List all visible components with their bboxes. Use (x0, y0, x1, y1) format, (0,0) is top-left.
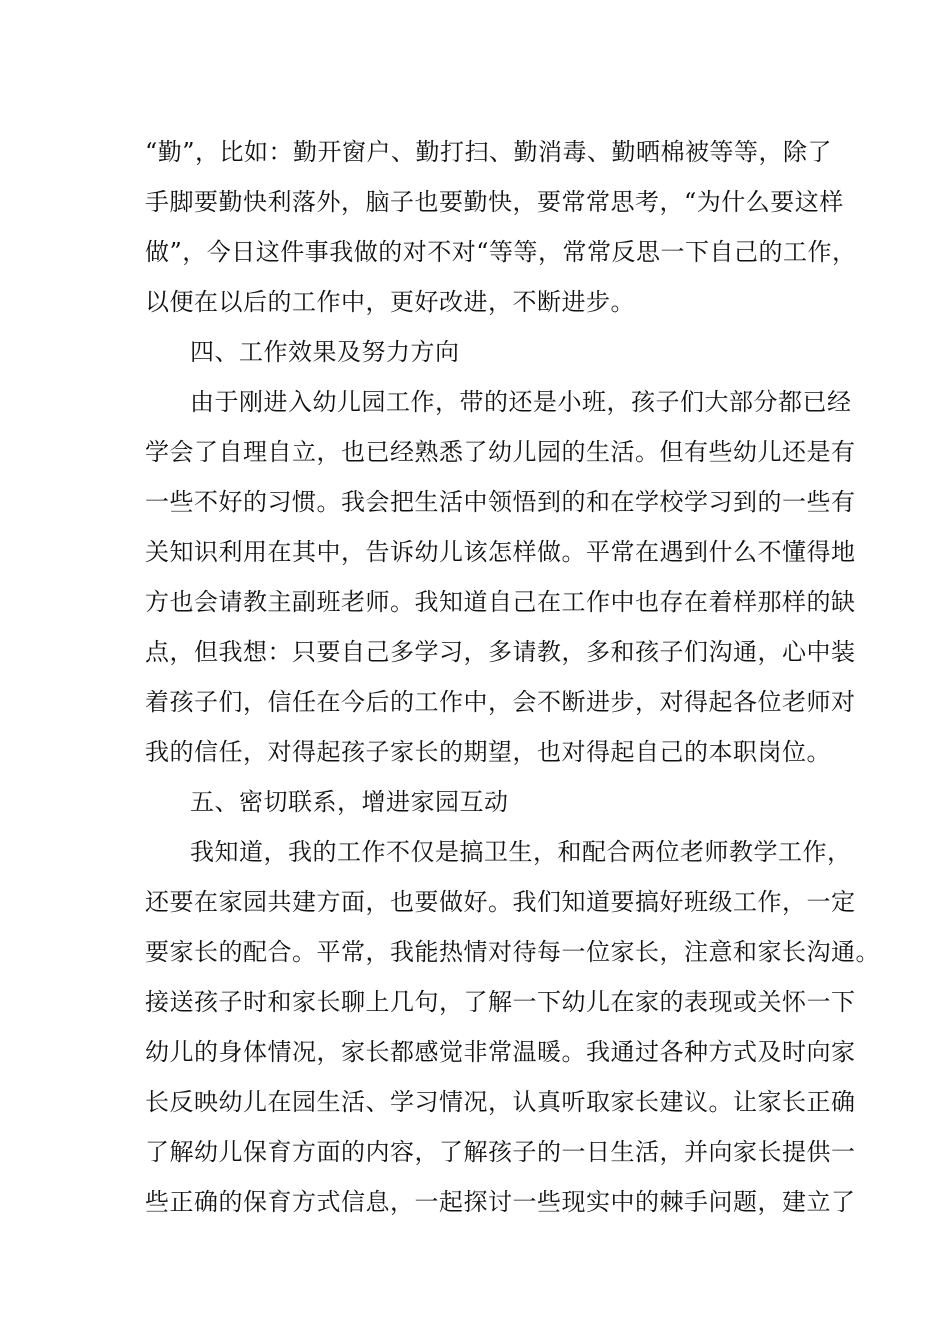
paragraph-line: 了解幼儿保育方面的内容，了解孩子的一日生活，并向家长提供一 (145, 1138, 856, 1166)
paragraph-line: 些正确的保育方式信息，一起探讨一些现实中的棘手问题，建立了 (145, 1188, 856, 1216)
paragraph-line: 做”，今日这件事我做的对不对“等等，常常反思一下自己的工作， (145, 238, 857, 266)
paragraph-line: 方也会请教主副班老师。我知道自己在工作中也存在着样那样的缺 (145, 588, 856, 616)
section-heading-5: 五、密切联系，增进家园互动 (190, 788, 509, 816)
paragraph-line: 手脚要勤快利落外，脑子也要勤快，要常常思考，“为什么要这样 (145, 188, 844, 216)
paragraph-line: 还要在家园共建方面，也要做好。我们知道要搞好班级工作，一定 (145, 888, 856, 916)
paragraph-line: 我的信任，对得起孩子家长的期望，也对得起自己的本职岗位。 (145, 738, 831, 766)
paragraph-line: 由于刚进入幼儿园工作，带的还是小班，孩子们大部分都已经 (190, 388, 852, 416)
paragraph-line: 长反映幼儿在园生活、学习情况，认真听取家长建议。让家长正确 (145, 1088, 856, 1116)
paragraph-line: 要家长的配合。平常，我能热情对待每一位家长，注意和家长沟通。 (145, 938, 880, 966)
section-heading-4: 四、工作效果及努力方向 (190, 338, 460, 366)
paragraph-line: 点，但我想：只要自己多学习，多请教，多和孩子们沟通，心中装 (145, 638, 856, 666)
paragraph-line: 着孩子们，信任在今后的工作中，会不断进步，对得起各位老师对 (145, 688, 856, 716)
paragraph-line: 接送孩子时和家长聊上几句，了解一下幼儿在家的表现或关怀一下 (145, 988, 856, 1016)
paragraph-line: 以便在以后的工作中，更好改进，不断进步。 (145, 288, 635, 316)
paragraph-line: 学会了自理自立，也已经熟悉了幼儿园的生活。但有些幼儿还是有 (145, 438, 856, 466)
paragraph-line: “勤”，比如：勤开窗户、勤打扫、勤消毒、勤晒棉被等等，除了 (145, 138, 833, 166)
paragraph-line: 幼儿的身体情况，家长都感觉非常温暖。我通过各种方式及时向家 (145, 1038, 856, 1066)
paragraph-line: 一些不好的习惯。我会把生活中领悟到的和在学校学习到的一些有 (145, 488, 856, 516)
paragraph-line: 我知道，我的工作不仅是搞卫生，和配合两位老师教学工作， (190, 838, 852, 866)
paragraph-line: 关知识利用在其中，告诉幼儿该怎样做。平常在遇到什么不懂得地 (145, 538, 856, 566)
